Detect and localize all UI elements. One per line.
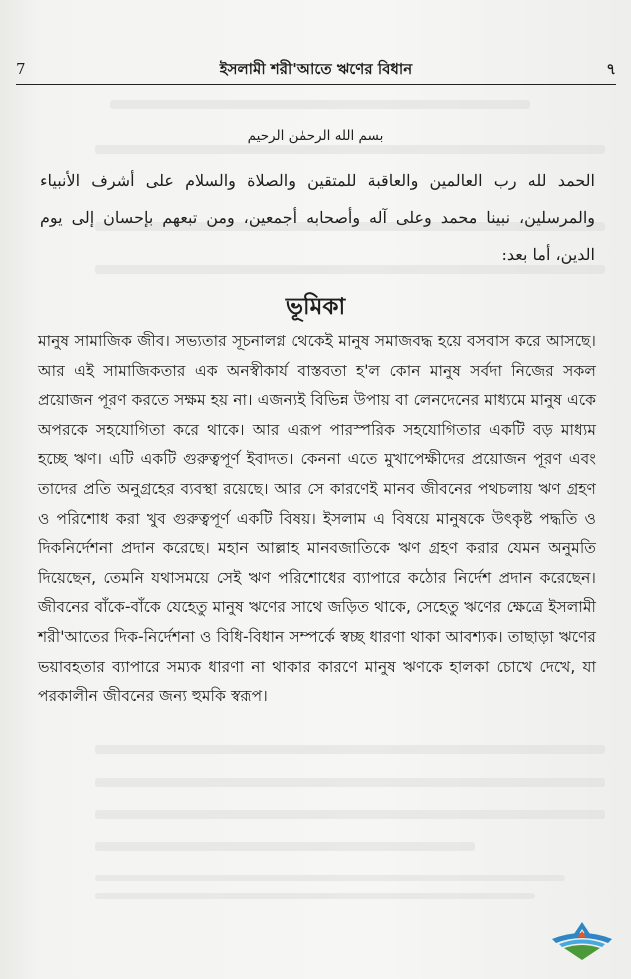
- bleed-through: [95, 145, 605, 154]
- bleed-through: [95, 842, 475, 851]
- bleed-through: [110, 100, 530, 109]
- running-header: [16, 58, 616, 82]
- page-number-left: 7: [16, 60, 26, 78]
- bleed-through: [95, 810, 605, 819]
- body-paragraph: মানুষ সামাজিক জীব। সভ্যতার সূচনালগ্ন থেকেই মানুষ সমাজবদ্ধ হয়ে বসবাস করে আসছে। আর এই সামাজিকতার এক অনস্বীকার্য বাস্তবতা হ'ল কোন মানুষ সর্বদা নিজের সকল প্রয়োজন পূরণ করতে সক্ষম হয় না। এজন্যই বিভিন্ন উপায় বা লেনদেনের মাধ্যমে মানুষ একে অপরকে সহযোগিতা করে থাকে। আর এরূপ পারস্পরিক সহযোগিতার একটি বড় মাধ্যম হচ্ছে ঋণ। এটি একটি গুরুত্বপূর্ণ ইবাদত। কেননা এতে মুখাপেক্ষীদের প্রয়োজন পূরণ এবং তাদের প্রতি অনুগ্রহের ব্যবস্থা রয়েছে। আর সে কারণেই মানব জীবনের পথচলায় ঋণ গ্রহণ ও পরিশোধ করা খুব গুরুত্বপূর্ণ একটি বিষয়। ইসলাম এ বিষয়ে মানুষকে উৎকৃষ্ট পদ্ধতি ও দিকনির্দেশনা প্রদান করেছে। মহান আল্লাহ মানবজাতিকে ঋণ গ্রহণ করার যেমন অনুমতি দিয়েছেন, তেমনি যথাসময়ে সেই ঋণ পরিশোধের ব্যাপারে কঠোর নির্দেশ প্রদান করেছেন। জীবনের বাঁকে-বাঁকে যেহেতু মানুষ ঋণের সাথে জড়িত থাকে, সেহেতু ঋণের ক্ষেত্রে ইসলামী শরী'আতের দিক-নির্দেশনা ও বিধি-বিধান সম্পর্কে স্বচ্ছ ধারণা থাকা আবশ্যক। তাছাড়া ঋণের ভয়াবহতার ব্যাপারে সম্যক ধারণা না থাকার কারণে মানুষ ঋণকে হালকা চোখে দেখে, যা পরকালীন জীবনের জন্য হুমকি স্বরূপ।: [38, 332, 596, 706]
- bleed-through: [95, 875, 565, 881]
- running-title: ইসলামী শরী'আতে ঋণের বিধান: [219, 60, 413, 78]
- bleed-through: [95, 745, 605, 754]
- page-number-right: ৭: [606, 60, 616, 78]
- arabic-opening: الحمد لله رب العالمين والعاقبة للمتقين والصلاة والسلام على أشرف الأنبياء والمرسلين، نبينا محمد وعلى آله وأصحابه أجمعين، ومن تبعهم بإحسان إلى يوم الدين، أما بعد:: [40, 171, 596, 264]
- bleed-through: [95, 893, 535, 899]
- basmala: بسم الله الرحمٰن الرحيم: [247, 128, 384, 144]
- publisher-logo-icon: [546, 913, 618, 963]
- section-heading: ভূমিকা: [285, 294, 346, 320]
- header-rule: [16, 84, 616, 85]
- bleed-through: [95, 778, 605, 787]
